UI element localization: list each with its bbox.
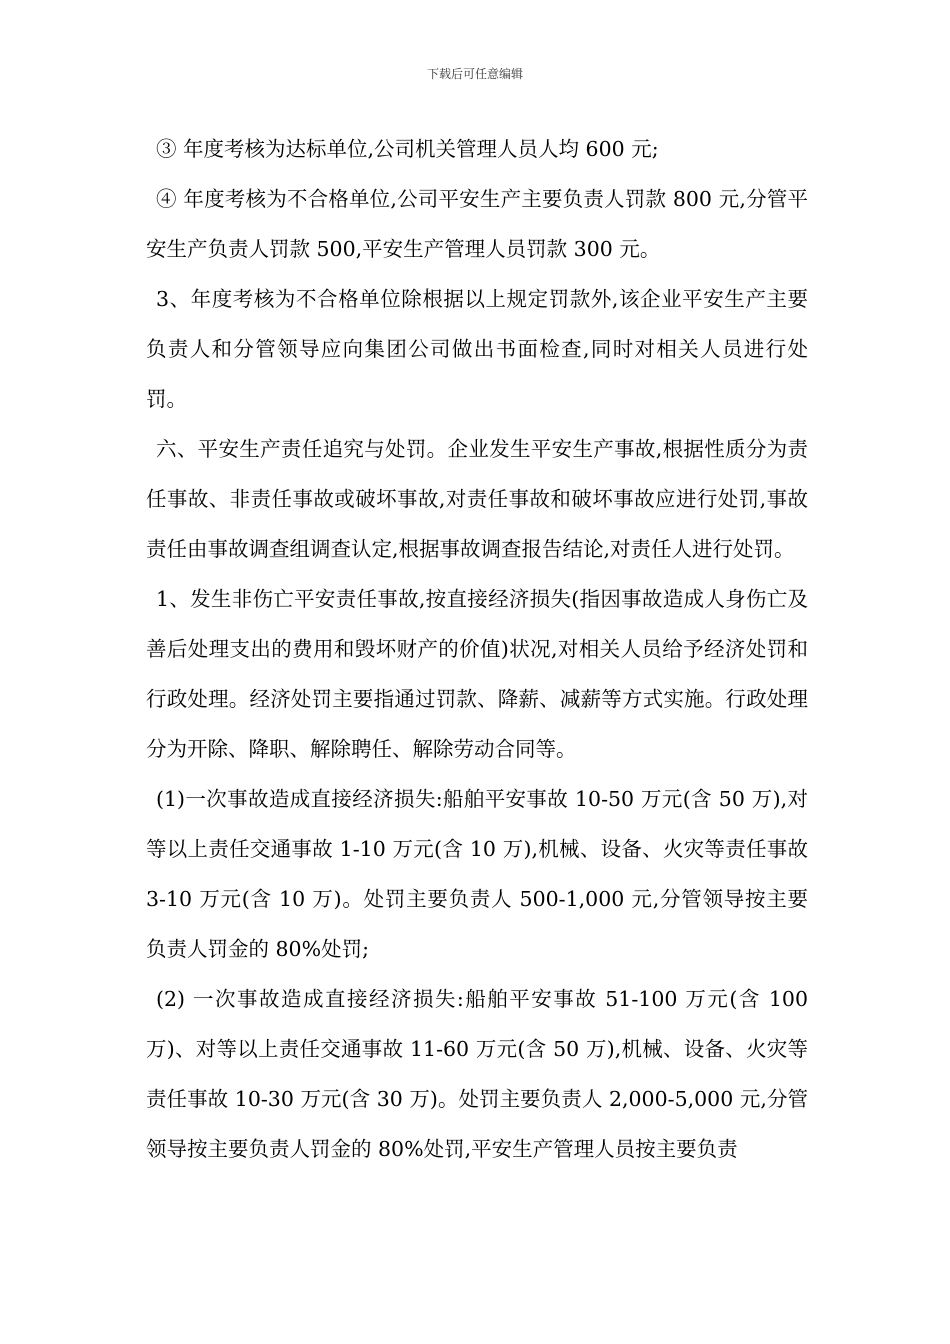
- paragraph-annual-assessment-standard: ③ 年度考核为达标单位,公司机关管理人员人均 600 元;: [156, 137, 659, 161]
- paragraph-non-casualty-accident: 1、发生非伤亡平安责任事故,按直接经济损失(指因事故造成人身伤亡及善后处理支出的费用和毁坏财产的价值)状况,对相关人员给予经济处罚和行政处理。经济处罚主要指通过罚款、降薪、减薪等方式实施。行政处理分为开除、降职、解除聘任、解除劳动合同等。: [146, 587, 808, 761]
- document-body: [146, 124, 808, 1174]
- page-header: 下载后可任意编辑: [426, 67, 523, 81]
- paragraph-item-1: (1)一次事故造成直接经济损失:船舶平安事故 10-50 万元(含 50 万),对等以上责任交通事故 1-10 万元(含 10 万),机械、设备、火灾等责任事故 3-10 万元(含 10 万)。处罚主要负责人 500-1,000 元,分管领导按主要负责人罚金的 80%处罚;: [146, 787, 808, 961]
- paragraph-item-2: (2) 一次事故造成直接经济损失:船舶平安事故 51-100 万元(含 100 万)、对等以上责任交通事故 11-60 万元(含 50 万),机械、设备、火灾等责任事故 10-30 万元(含 30 万)。处罚主要负责人 2,000-5,000 元,分管领导按主要负责人罚金的 80%处罚,平安生产管理人员按主要负责: [146, 987, 808, 1161]
- paragraph-written-review: 3、年度考核为不合格单位除根据以上规定罚款外,该企业平安生产主要负责人和分管领导应向集团公司做出书面检查,同时对相关人员进行处罚。: [146, 287, 808, 411]
- paragraph-section-six: 六、平安生产责任追究与处罚。企业发生平安生产事故,根据性质分为责任事故、非责任事故或破坏事故,对责任事故和破坏事故应进行处罚,事故责任由事故调查组调查认定,根据事故调查报告结论,对责任人进行处罚。: [146, 437, 808, 561]
- paragraph-annual-assessment-unqualified: ④ 年度考核为不合格单位,公司平安生产主要负责人罚款 800 元,分管平安生产负责人罚款 500,平安生产管理人员罚款 300 元。: [146, 187, 808, 261]
